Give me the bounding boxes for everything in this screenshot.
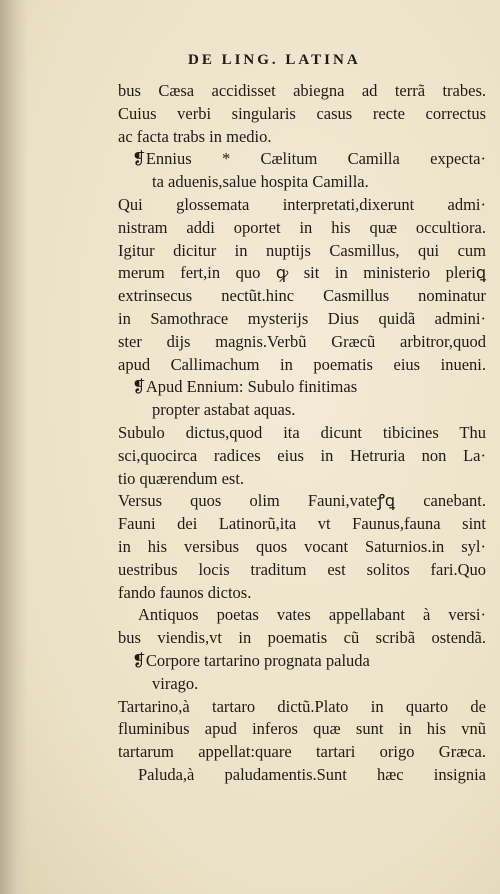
text-line: virago. bbox=[152, 673, 199, 693]
text-line: ac facta trabs in medio. bbox=[118, 126, 272, 146]
text-line: Cuius verbi singularis casus recte correctus bbox=[118, 103, 486, 123]
page-gutter-shadow bbox=[0, 0, 28, 894]
running-head: DE LING. LATINA bbox=[188, 52, 361, 68]
text-line: apud Callimachum in poematis eius inueni. bbox=[118, 354, 486, 374]
text-line: ster dijs magnis.Verbũ Græcũ arbitror,quod bbox=[118, 331, 486, 351]
text-line: bus Cæsa accidisset abiegna ad terrã trabes. bbox=[118, 81, 486, 100]
text-line: uestribus locis traditum est solitos fari.Quo bbox=[118, 559, 486, 579]
body-text bbox=[118, 80, 486, 787]
text-line: sci,quocirca radices eius in Hetruria non La· bbox=[118, 445, 486, 465]
text-line: ❡Ennius * Cælitum Camilla expecta· bbox=[132, 149, 486, 169]
text-line: extrinsecus nectũt.hinc Casmillus nominatur bbox=[118, 286, 486, 306]
text-line: Paluda,à paludamentis.Sunt hæc insignia bbox=[138, 764, 486, 784]
text-line: tio quærendum est. bbox=[118, 468, 245, 488]
text-line: fluminibus apud inferos quæ sunt in his vnũ bbox=[118, 719, 486, 739]
text-line: Fauni dei Latinorũ,ita vt Faunus,fauna sint bbox=[118, 514, 486, 534]
text-line: ❡Corpore tartarino prognata paluda bbox=[132, 650, 370, 670]
text-line: in Samothrace mysterijs Dius quidã admini· bbox=[118, 308, 486, 328]
text-line: ❡Apud Ennium: Subulo finitimas bbox=[132, 377, 358, 397]
text-line: merum fert,in quo ꝙ sit in ministerio pleriꝗ bbox=[118, 263, 486, 283]
text-line: bus viendis,vt in poematis cũ scribã ostendã. bbox=[118, 628, 486, 648]
text-line: Tartarino,à tartaro dictũ.Plato in quarto de bbox=[118, 696, 486, 716]
text-line: tartarum appellat:quare tartari origo Græca. bbox=[118, 742, 486, 762]
text-line: Igitur dicitur in nuptijs Casmillus, qui cum bbox=[118, 240, 486, 260]
text-line: fando faunos dictos. bbox=[118, 582, 252, 602]
text-line: Antiquos poetas vates appellabant à versi· bbox=[138, 605, 486, 625]
text-line: Subulo dictus,quod ita dicunt tibicines Thu bbox=[118, 422, 486, 442]
text-line: propter astabat aquas. bbox=[152, 400, 296, 420]
text-line: nistram addi oportet in his quæ occultiora. bbox=[118, 217, 486, 237]
text-line: Versus quos olim Fauni,vateꝭꝗ canebant. bbox=[118, 491, 486, 511]
text-line: Qui glossemata interpretati,dixerunt admi· bbox=[118, 194, 486, 214]
text-line: in his versibus quos vocant Saturnios.in syl· bbox=[118, 536, 486, 556]
text-line: ta aduenis,salue hospita Camilla. bbox=[152, 172, 369, 192]
